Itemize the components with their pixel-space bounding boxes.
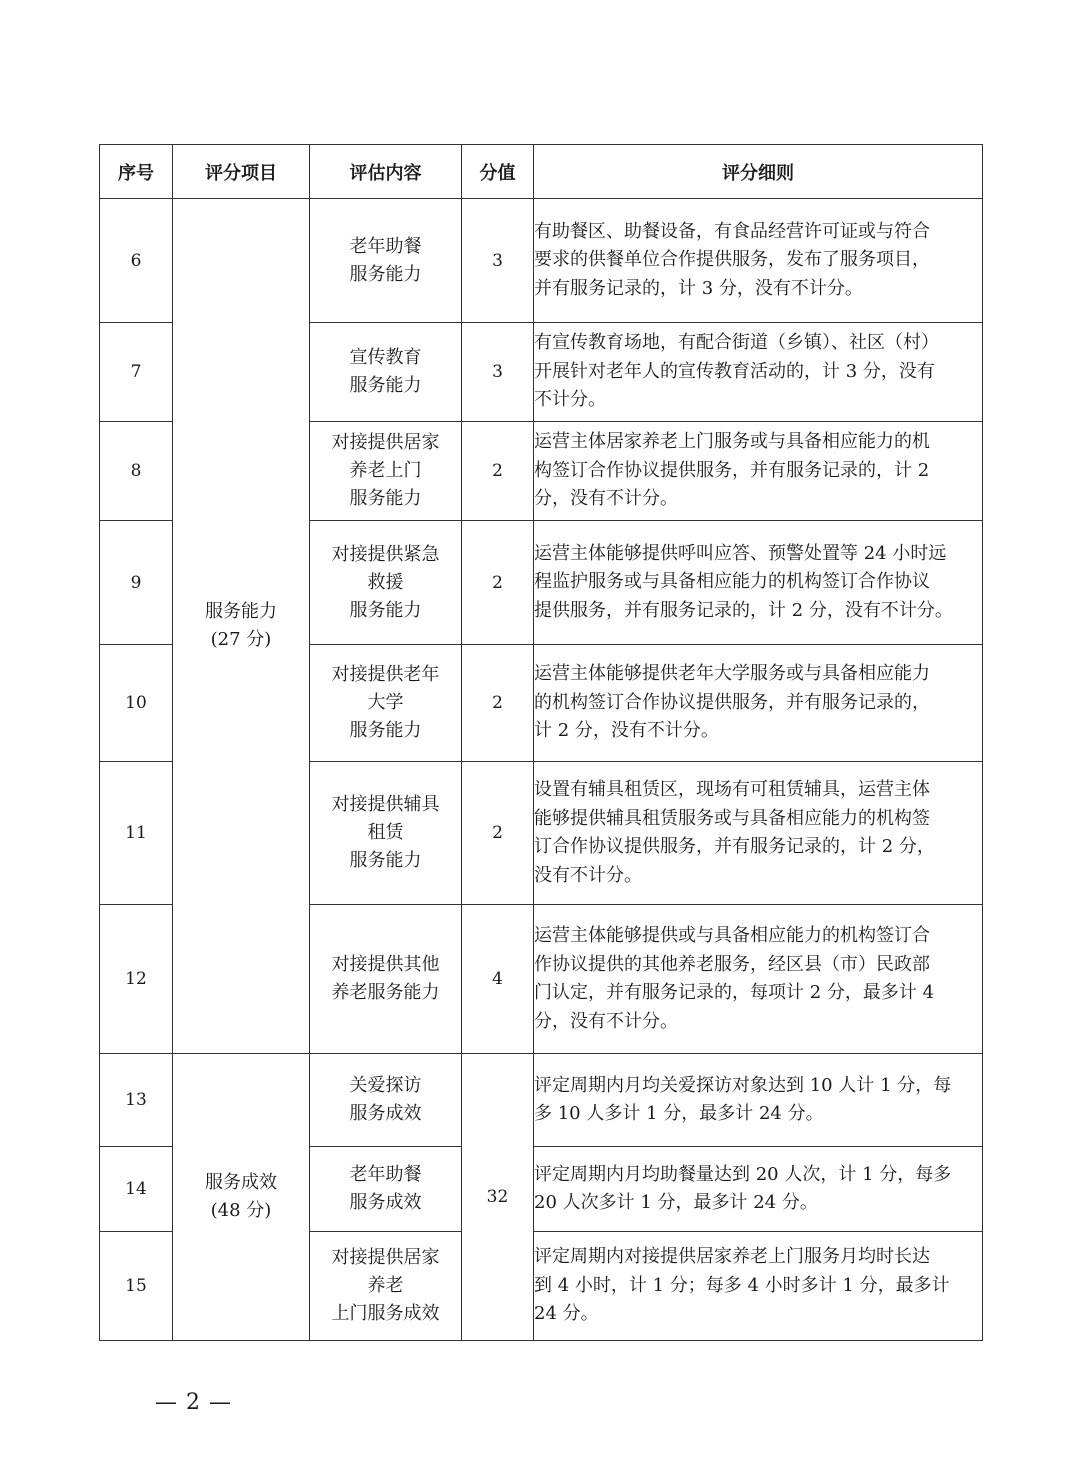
content-line: 老年助餐 <box>349 1164 422 1185</box>
row-number: 13 <box>100 1054 173 1147</box>
detail-line: 没有不计分。 <box>534 864 642 886</box>
scoring-table <box>99 144 983 1341</box>
content-line: 对接提供其他 <box>331 954 440 975</box>
content-line: 服务能力 <box>349 263 422 285</box>
detail-line: 分，没有不计分。 <box>534 488 678 510</box>
detail-cell <box>534 905 983 1054</box>
table-header-row <box>100 145 983 199</box>
detail-line: 到 4 小时，计 1 分；每多 4 小时多计 1 分，最多计 <box>534 1274 950 1296</box>
detail-cell <box>534 323 983 422</box>
detail-cell <box>534 422 983 521</box>
content-line: 大学 <box>367 692 404 713</box>
content-line: 服务成效 <box>349 1192 422 1213</box>
detail-line: 有宣传教育场地，有配合街道（乡镇）、社区（村） <box>534 332 939 354</box>
detail-line: 运营主体能够提供或与具备相应能力的机构签订合 <box>534 925 930 946</box>
detail-line: 能够提供辅具租赁服务或与具备相应能力的机构签 <box>534 807 930 829</box>
detail-line: 作协议提供的其他养老服务，经区县（市）民政部 <box>534 953 930 975</box>
score-cell: 2 <box>462 645 534 762</box>
row-number: 8 <box>100 422 173 521</box>
content-line: 对接提供居家 <box>331 1247 440 1268</box>
detail-line: 设置有辅具租赁区，现场有可租赁辅具，运营主体 <box>534 779 930 800</box>
content-cell <box>310 905 462 1054</box>
category-points: (48 分) <box>210 1200 272 1221</box>
detail-line: 构签订合作协议提供服务，并有服务记录的，计 2 <box>534 459 930 481</box>
detail-line: 分，没有不计分。 <box>534 1010 678 1032</box>
detail-line: 运营主体能够提供呼叫应答、预警处置等 24 小时远 <box>534 542 947 564</box>
detail-line: 评定周期内月均关爱探访对象达到 10 人计 1 分，每 <box>534 1074 952 1096</box>
score-cell: 3 <box>462 323 534 422</box>
detail-cell <box>534 1054 983 1147</box>
detail-line: 程监护服务或与具备相应能力的机构签订合作协议 <box>534 571 930 593</box>
content-line: 上门服务成效 <box>331 1303 440 1324</box>
table-row <box>100 1054 983 1147</box>
row-number: 7 <box>100 323 173 422</box>
content-line: 关爱探访 <box>349 1075 422 1096</box>
content-cell <box>310 762 462 905</box>
detail-cell <box>534 1147 983 1232</box>
header-category: 评分项目 <box>173 145 310 199</box>
detail-line: 不计分。 <box>534 389 606 411</box>
content-line: 救援 <box>367 571 404 593</box>
row-number: 10 <box>100 645 173 762</box>
content-line: 老年助餐 <box>349 235 422 257</box>
score-cell: 4 <box>462 905 534 1054</box>
detail-cell <box>534 199 983 323</box>
row-number: 12 <box>100 905 173 1054</box>
content-line: 养老服务能力 <box>331 982 440 1003</box>
detail-line: 运营主体能够提供老年大学服务或与具备相应能力 <box>534 663 930 685</box>
score-cell: 3 <box>462 199 534 323</box>
detail-line: 有助餐区、助餐设备，有食品经营许可证或与符合 <box>534 220 930 242</box>
row-number: 11 <box>100 762 173 905</box>
category-cell <box>173 1054 310 1341</box>
row-number: 14 <box>100 1147 173 1232</box>
detail-line: 评定周期内月均助餐量达到 20 人次，计 1 分，每多 <box>534 1163 952 1185</box>
detail-line: 的机构签订合作协议提供服务，并有服务记录的， <box>534 691 930 713</box>
detail-cell <box>534 762 983 905</box>
content-line: 养老 <box>367 1275 404 1296</box>
row-number: 9 <box>100 521 173 645</box>
category-points: (27 分) <box>210 629 272 650</box>
score-cell: 2 <box>462 422 534 521</box>
shared-score-cell: 32 <box>462 1054 534 1341</box>
detail-line: 订合作协议提供服务，并有服务记录的，计 2 分， <box>534 836 935 857</box>
content-line: 服务能力 <box>349 850 422 871</box>
detail-cell <box>534 645 983 762</box>
table-row <box>100 199 983 323</box>
detail-line: 并有服务记录的，计 3 分，没有不计分。 <box>534 277 863 299</box>
detail-line: 20 人次多计 1 分，最多计 24 分。 <box>534 1192 818 1213</box>
detail-line: 评定周期内对接提供居家养老上门服务月均时长达 <box>534 1246 930 1268</box>
content-line: 服务能力 <box>349 488 422 509</box>
content-line: 对接提供辅具 <box>331 794 440 815</box>
category-name: 服务能力 <box>205 601 277 622</box>
content-cell <box>310 521 462 645</box>
detail-line: 多 10 人多计 1 分，最多计 24 分。 <box>534 1103 824 1124</box>
content-cell <box>310 323 462 422</box>
header-detail: 评分细则 <box>534 145 983 199</box>
content-line: 服务能力 <box>349 375 422 396</box>
detail-line: 24 分。 <box>534 1303 599 1325</box>
header-content: 评估内容 <box>310 145 462 199</box>
score-cell: 2 <box>462 762 534 905</box>
detail-line: 提供服务，并有服务记录的，计 2 分，没有不计分。 <box>534 599 953 621</box>
score-cell: 2 <box>462 521 534 645</box>
category-name: 服务成效 <box>205 1172 277 1193</box>
detail-cell <box>534 1232 983 1341</box>
content-line: 对接提供紧急 <box>331 543 440 565</box>
detail-line: 门认定，并有服务记录的，每项计 2 分，最多计 4 <box>534 982 935 1003</box>
content-cell <box>310 1147 462 1232</box>
header-score: 分值 <box>462 145 534 199</box>
content-line: 对接提供老年 <box>331 664 440 685</box>
detail-line: 要求的供餐单位合作提供服务，发布了服务项目， <box>534 249 930 271</box>
detail-line: 运营主体居家养老上门服务或与具备相应能力的机 <box>534 431 930 453</box>
content-line: 养老上门 <box>349 460 422 481</box>
content-cell <box>310 422 462 521</box>
content-line: 服务能力 <box>349 599 422 621</box>
content-cell <box>310 645 462 762</box>
header-no: 序号 <box>100 145 173 199</box>
content-cell <box>310 199 462 323</box>
content-cell <box>310 1054 462 1147</box>
detail-line: 计 2 分，没有不计分。 <box>534 720 719 742</box>
content-line: 对接提供居家 <box>331 432 440 453</box>
detail-cell <box>534 521 983 645</box>
page-number: — 2 — <box>155 1390 232 1415</box>
row-number: 6 <box>100 199 173 323</box>
category-cell <box>173 199 310 1054</box>
content-line: 服务成效 <box>349 1103 422 1124</box>
content-cell <box>310 1232 462 1341</box>
content-line: 服务能力 <box>349 720 422 741</box>
detail-line: 开展针对老年人的宣传教育活动的，计 3 分，没有 <box>534 360 935 382</box>
row-number: 15 <box>100 1232 173 1341</box>
content-line: 宣传教育 <box>349 347 422 368</box>
content-line: 租赁 <box>367 822 404 843</box>
